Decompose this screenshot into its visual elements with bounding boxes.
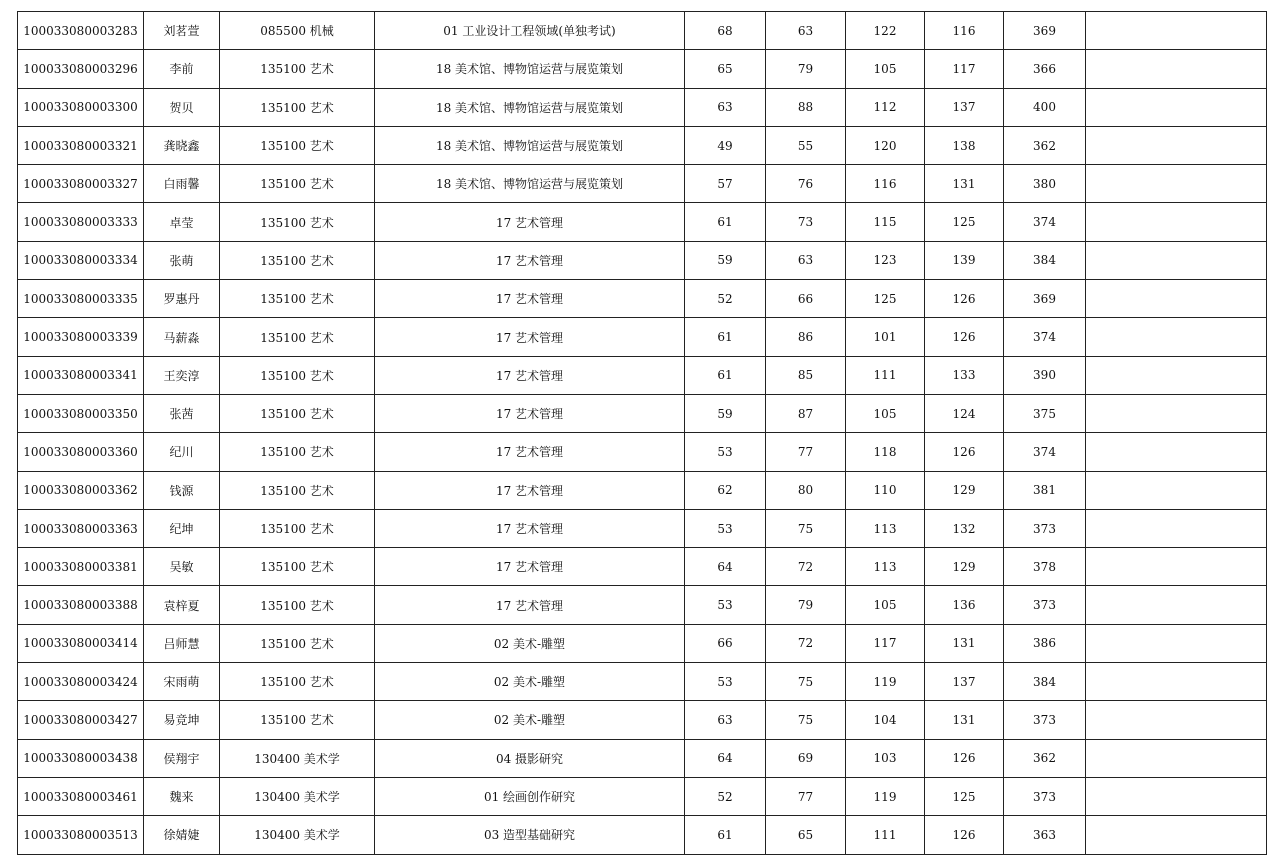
score-3-cell: 119 [846,663,925,701]
total-score-cell: 378 [1004,548,1086,586]
score-1-cell: 53 [685,509,766,547]
score-3-cell: 122 [846,12,925,50]
candidate-id-cell: 100033080003381 [18,548,144,586]
note-cell [1086,433,1267,471]
candidate-id-cell: 100033080003350 [18,394,144,432]
total-score-cell: 386 [1004,624,1086,662]
research-direction-cell: 01 绘画创作研究 [375,777,685,815]
score-4-cell: 117 [925,50,1004,88]
major-cell: 135100 艺术 [220,241,375,279]
table-row [18,241,1267,279]
total-score-cell: 380 [1004,165,1086,203]
table-row [18,509,1267,547]
note-cell [1086,586,1267,624]
score-4-cell: 125 [925,777,1004,815]
candidate-id-cell: 100033080003296 [18,50,144,88]
research-direction-cell: 02 美术-雕塑 [375,701,685,739]
score-4-cell: 124 [925,394,1004,432]
total-score-cell: 375 [1004,394,1086,432]
candidate-name-cell: 袁梓夏 [144,586,220,624]
table-row [18,165,1267,203]
table-row [18,777,1267,815]
table-row [18,318,1267,356]
score-3-cell: 103 [846,739,925,777]
note-cell [1086,280,1267,318]
score-1-cell: 53 [685,433,766,471]
score-2-cell: 72 [766,624,846,662]
score-2-cell: 73 [766,203,846,241]
major-cell: 135100 艺术 [220,356,375,394]
total-score-cell: 374 [1004,318,1086,356]
candidate-name-cell: 张茜 [144,394,220,432]
major-cell: 130400 美术学 [220,739,375,777]
total-score-cell: 362 [1004,739,1086,777]
research-direction-cell: 17 艺术管理 [375,471,685,509]
research-direction-cell: 02 美术-雕塑 [375,624,685,662]
research-direction-cell: 03 造型基础研究 [375,816,685,854]
candidate-id-cell: 100033080003334 [18,241,144,279]
score-2-cell: 76 [766,165,846,203]
candidate-name-cell: 宋雨萌 [144,663,220,701]
score-3-cell: 118 [846,433,925,471]
research-direction-cell: 17 艺术管理 [375,394,685,432]
score-table [17,11,1267,855]
research-direction-cell: 18 美术馆、博物馆运营与展览策划 [375,50,685,88]
total-score-cell: 369 [1004,12,1086,50]
total-score-cell: 390 [1004,356,1086,394]
score-3-cell: 115 [846,203,925,241]
note-cell [1086,509,1267,547]
research-direction-cell: 17 艺术管理 [375,433,685,471]
table-row [18,356,1267,394]
score-1-cell: 61 [685,356,766,394]
score-1-cell: 61 [685,816,766,854]
note-cell [1086,777,1267,815]
score-3-cell: 113 [846,548,925,586]
score-1-cell: 52 [685,777,766,815]
note-cell [1086,165,1267,203]
research-direction-cell: 01 工业设计工程领域(单独考试) [375,12,685,50]
score-2-cell: 86 [766,318,846,356]
research-direction-cell: 18 美术馆、博物馆运营与展览策划 [375,165,685,203]
major-cell: 135100 艺术 [220,433,375,471]
candidate-name-cell: 吕师慧 [144,624,220,662]
candidate-id-cell: 100033080003321 [18,126,144,164]
table-row [18,548,1267,586]
research-direction-cell: 17 艺术管理 [375,548,685,586]
note-cell [1086,624,1267,662]
major-cell: 135100 艺术 [220,624,375,662]
candidate-name-cell: 钱源 [144,471,220,509]
total-score-cell: 384 [1004,241,1086,279]
total-score-cell: 373 [1004,777,1086,815]
score-4-cell: 137 [925,663,1004,701]
major-cell: 130400 美术学 [220,777,375,815]
table-row [18,126,1267,164]
score-3-cell: 105 [846,50,925,88]
score-2-cell: 85 [766,356,846,394]
major-cell: 135100 艺术 [220,663,375,701]
candidate-id-cell: 100033080003341 [18,356,144,394]
candidate-name-cell: 魏来 [144,777,220,815]
total-score-cell: 366 [1004,50,1086,88]
score-1-cell: 62 [685,471,766,509]
note-cell [1086,318,1267,356]
score-2-cell: 75 [766,663,846,701]
candidate-id-cell: 100033080003363 [18,509,144,547]
score-4-cell: 131 [925,701,1004,739]
score-2-cell: 72 [766,548,846,586]
score-3-cell: 123 [846,241,925,279]
score-2-cell: 63 [766,12,846,50]
candidate-name-cell: 贺贝 [144,88,220,126]
table-row [18,203,1267,241]
note-cell [1086,701,1267,739]
candidate-name-cell: 侯翔宇 [144,739,220,777]
score-2-cell: 77 [766,777,846,815]
research-direction-cell: 17 艺术管理 [375,241,685,279]
score-3-cell: 110 [846,471,925,509]
major-cell: 135100 艺术 [220,394,375,432]
score-3-cell: 125 [846,280,925,318]
table-row [18,394,1267,432]
score-1-cell: 59 [685,394,766,432]
table-row [18,624,1267,662]
score-1-cell: 66 [685,624,766,662]
major-cell: 135100 艺术 [220,509,375,547]
score-1-cell: 53 [685,586,766,624]
score-4-cell: 116 [925,12,1004,50]
major-cell: 135100 艺术 [220,165,375,203]
score-4-cell: 126 [925,739,1004,777]
research-direction-cell: 18 美术馆、博物馆运营与展览策划 [375,88,685,126]
research-direction-cell: 17 艺术管理 [375,509,685,547]
score-4-cell: 132 [925,509,1004,547]
research-direction-cell: 17 艺术管理 [375,356,685,394]
score-3-cell: 117 [846,624,925,662]
total-score-cell: 363 [1004,816,1086,854]
candidate-id-cell: 100033080003438 [18,739,144,777]
score-2-cell: 79 [766,50,846,88]
note-cell [1086,126,1267,164]
major-cell: 135100 艺术 [220,88,375,126]
score-3-cell: 111 [846,356,925,394]
table-row [18,50,1267,88]
candidate-name-cell: 龚晓鑫 [144,126,220,164]
score-2-cell: 75 [766,701,846,739]
score-1-cell: 52 [685,280,766,318]
score-4-cell: 138 [925,126,1004,164]
candidate-id-cell: 100033080003362 [18,471,144,509]
research-direction-cell: 04 摄影研究 [375,739,685,777]
score-1-cell: 59 [685,241,766,279]
score-4-cell: 125 [925,203,1004,241]
candidate-id-cell: 100033080003360 [18,433,144,471]
table-row [18,739,1267,777]
research-direction-cell: 17 艺术管理 [375,280,685,318]
total-score-cell: 373 [1004,509,1086,547]
score-2-cell: 66 [766,280,846,318]
score-1-cell: 61 [685,203,766,241]
candidate-name-cell: 罗惠丹 [144,280,220,318]
score-4-cell: 129 [925,471,1004,509]
major-cell: 085500 机械 [220,12,375,50]
candidate-id-cell: 100033080003327 [18,165,144,203]
candidate-id-cell: 100033080003283 [18,12,144,50]
score-4-cell: 139 [925,241,1004,279]
table-row [18,12,1267,50]
note-cell [1086,471,1267,509]
score-1-cell: 49 [685,126,766,164]
research-direction-cell: 02 美术-雕塑 [375,663,685,701]
note-cell [1086,394,1267,432]
score-2-cell: 80 [766,471,846,509]
score-3-cell: 119 [846,777,925,815]
candidate-name-cell: 易竞坤 [144,701,220,739]
candidate-name-cell: 纪川 [144,433,220,471]
candidate-id-cell: 100033080003388 [18,586,144,624]
score-1-cell: 61 [685,318,766,356]
total-score-cell: 374 [1004,433,1086,471]
major-cell: 135100 艺术 [220,586,375,624]
total-score-cell: 374 [1004,203,1086,241]
candidate-id-cell: 100033080003333 [18,203,144,241]
candidate-id-cell: 100033080003424 [18,663,144,701]
score-table-body [18,12,1267,855]
table-row [18,701,1267,739]
total-score-cell: 362 [1004,126,1086,164]
score-2-cell: 87 [766,394,846,432]
total-score-cell: 400 [1004,88,1086,126]
score-2-cell: 75 [766,509,846,547]
score-3-cell: 105 [846,394,925,432]
note-cell [1086,739,1267,777]
table-row [18,471,1267,509]
score-3-cell: 112 [846,88,925,126]
candidate-name-cell: 白雨馨 [144,165,220,203]
candidate-name-cell: 王奕淳 [144,356,220,394]
note-cell [1086,241,1267,279]
candidate-id-cell: 100033080003427 [18,701,144,739]
score-4-cell: 129 [925,548,1004,586]
total-score-cell: 373 [1004,701,1086,739]
note-cell [1086,548,1267,586]
note-cell [1086,816,1267,854]
major-cell: 130400 美术学 [220,816,375,854]
score-3-cell: 101 [846,318,925,356]
score-4-cell: 133 [925,356,1004,394]
total-score-cell: 381 [1004,471,1086,509]
research-direction-cell: 17 艺术管理 [375,203,685,241]
score-2-cell: 55 [766,126,846,164]
score-4-cell: 126 [925,280,1004,318]
score-2-cell: 69 [766,739,846,777]
score-2-cell: 63 [766,241,846,279]
score-1-cell: 63 [685,88,766,126]
score-3-cell: 104 [846,701,925,739]
research-direction-cell: 17 艺术管理 [375,586,685,624]
candidate-name-cell: 纪坤 [144,509,220,547]
candidate-id-cell: 100033080003513 [18,816,144,854]
score-3-cell: 116 [846,165,925,203]
score-4-cell: 131 [925,624,1004,662]
score-2-cell: 65 [766,816,846,854]
table-row [18,586,1267,624]
score-3-cell: 113 [846,509,925,547]
table-row [18,663,1267,701]
candidate-name-cell: 卓莹 [144,203,220,241]
score-1-cell: 64 [685,739,766,777]
candidate-id-cell: 100033080003300 [18,88,144,126]
total-score-cell: 373 [1004,586,1086,624]
candidate-id-cell: 100033080003414 [18,624,144,662]
score-1-cell: 57 [685,165,766,203]
candidate-name-cell: 吴敏 [144,548,220,586]
candidate-id-cell: 100033080003461 [18,777,144,815]
major-cell: 135100 艺术 [220,126,375,164]
note-cell [1086,50,1267,88]
score-1-cell: 53 [685,663,766,701]
candidate-id-cell: 100033080003335 [18,280,144,318]
score-2-cell: 77 [766,433,846,471]
score-3-cell: 120 [846,126,925,164]
note-cell [1086,663,1267,701]
major-cell: 135100 艺术 [220,548,375,586]
major-cell: 135100 艺术 [220,471,375,509]
research-direction-cell: 18 美术馆、博物馆运营与展览策划 [375,126,685,164]
score-1-cell: 64 [685,548,766,586]
total-score-cell: 369 [1004,280,1086,318]
research-direction-cell: 17 艺术管理 [375,318,685,356]
score-1-cell: 65 [685,50,766,88]
candidate-name-cell: 徐婧婕 [144,816,220,854]
note-cell [1086,12,1267,50]
major-cell: 135100 艺术 [220,280,375,318]
candidate-name-cell: 刘茗萱 [144,12,220,50]
major-cell: 135100 艺术 [220,318,375,356]
score-1-cell: 63 [685,701,766,739]
candidate-id-cell: 100033080003339 [18,318,144,356]
score-3-cell: 111 [846,816,925,854]
major-cell: 135100 艺术 [220,203,375,241]
major-cell: 135100 艺术 [220,50,375,88]
candidate-name-cell: 马薪淼 [144,318,220,356]
note-cell [1086,88,1267,126]
major-cell: 135100 艺术 [220,701,375,739]
score-2-cell: 88 [766,88,846,126]
score-4-cell: 126 [925,816,1004,854]
score-4-cell: 126 [925,433,1004,471]
score-1-cell: 68 [685,12,766,50]
score-4-cell: 136 [925,586,1004,624]
note-cell [1086,356,1267,394]
candidate-name-cell: 张萌 [144,241,220,279]
table-row [18,280,1267,318]
total-score-cell: 384 [1004,663,1086,701]
table-row [18,433,1267,471]
note-cell [1086,203,1267,241]
score-4-cell: 131 [925,165,1004,203]
table-row [18,816,1267,854]
score-3-cell: 105 [846,586,925,624]
score-4-cell: 126 [925,318,1004,356]
score-2-cell: 79 [766,586,846,624]
score-4-cell: 137 [925,88,1004,126]
candidate-name-cell: 李前 [144,50,220,88]
table-row [18,88,1267,126]
